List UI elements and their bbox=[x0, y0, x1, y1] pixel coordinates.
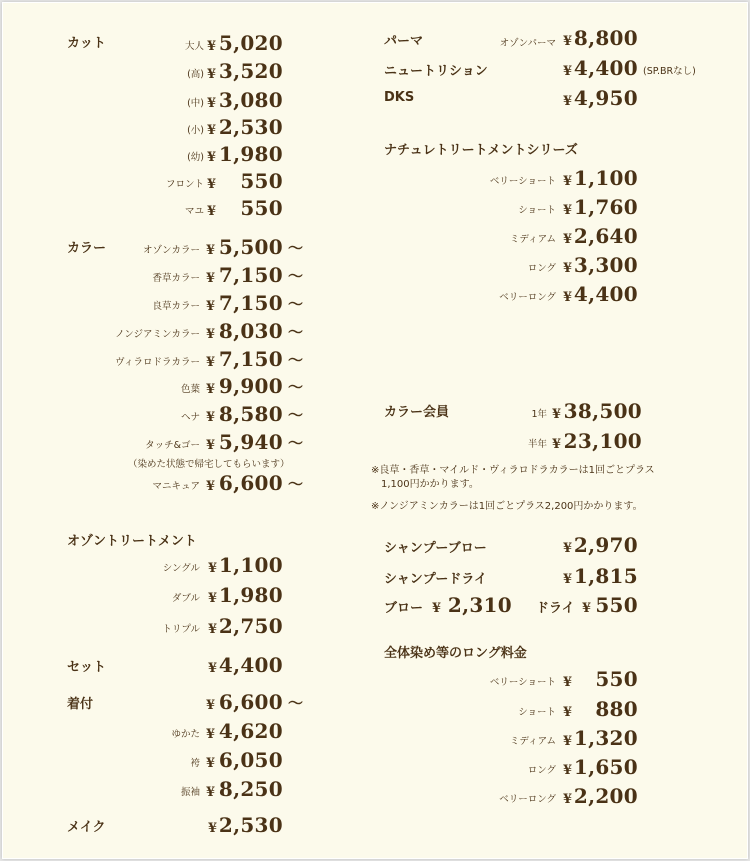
yen-sign: ¥ bbox=[207, 204, 217, 219]
makeup-heading: メイク bbox=[67, 820, 106, 835]
cut-heading: カット bbox=[67, 36, 106, 51]
yen-sign: ¥ bbox=[206, 299, 216, 314]
cut-item-label: 大人 bbox=[184, 41, 204, 52]
color-item-price-yen-sign bbox=[206, 347, 218, 371]
yen-sign: ¥ bbox=[563, 792, 573, 807]
color-item-price bbox=[218, 263, 304, 287]
makeup-price-value: 2,530 bbox=[218, 813, 283, 837]
dks-price bbox=[574, 86, 638, 110]
long-fee-item-price-value: 1,320 bbox=[573, 726, 638, 750]
price-list-card bbox=[2, 2, 748, 859]
long-fee-item-price-value: 880 bbox=[595, 697, 638, 721]
cut-item-price bbox=[219, 31, 283, 55]
shampoo-blow-heading: シャンプーブロー bbox=[384, 541, 487, 556]
note-additional-fee-line2: 1,100円かかります。 bbox=[381, 479, 479, 490]
natural-treatment-item-label: ロング bbox=[527, 263, 556, 274]
color-item-price bbox=[218, 430, 304, 454]
ozone-treatment-item-price-value: 1,980 bbox=[218, 583, 283, 607]
yen-sign: ¥ bbox=[207, 177, 217, 192]
yen-sign: ¥ bbox=[563, 541, 573, 556]
natural-treatment-item-label: ミディアム bbox=[509, 234, 556, 245]
tilde-mark: ～ bbox=[288, 378, 304, 396]
natural-treatment-item-label: ベリーショート bbox=[489, 176, 556, 187]
kitsuke-item-price bbox=[219, 777, 283, 801]
shampoo-blow-price-value: 2,970 bbox=[573, 533, 638, 557]
kitsuke-item-price-yen-sign bbox=[206, 719, 218, 743]
cut-item-price-yen-sign bbox=[207, 88, 219, 112]
nutrition-note: (SP.BRなし) bbox=[643, 66, 696, 77]
blow-price-yen-sign bbox=[432, 593, 444, 617]
natural-treatment-item-price bbox=[574, 166, 638, 190]
color-item-price-value: 5,500 bbox=[218, 235, 283, 259]
long-fee-item-label: ロング bbox=[527, 765, 556, 776]
yen-sign: ¥ bbox=[208, 622, 218, 637]
yen-sign: ¥ bbox=[206, 271, 216, 286]
long-fee-item-price-yen-sign bbox=[563, 697, 575, 721]
natural-treatment-item-label: ベリーロング bbox=[499, 292, 556, 303]
cut-item-price-yen-sign bbox=[207, 142, 219, 166]
yen-sign: ¥ bbox=[563, 705, 573, 720]
color-item-price-yen-sign bbox=[206, 319, 218, 343]
yen-sign: ¥ bbox=[206, 438, 216, 453]
ozone-treatment-item-label: ダブル bbox=[171, 593, 200, 604]
color-member-item-label: 1年 bbox=[531, 409, 547, 420]
yen-sign: ¥ bbox=[432, 601, 442, 616]
color-item-label: 香草カラー bbox=[152, 273, 200, 284]
yen-sign: ¥ bbox=[563, 763, 573, 778]
kitsuke-price-value: 6,600 bbox=[218, 690, 283, 714]
perm-price bbox=[574, 26, 638, 50]
ozone-treatment-item-price bbox=[219, 553, 283, 577]
yen-sign: ¥ bbox=[207, 96, 217, 111]
color-item-label: ヘナ bbox=[180, 412, 200, 423]
cut-item-price-yen-sign bbox=[207, 115, 219, 139]
shampoo-blow-price bbox=[574, 533, 638, 557]
cut-item-price-value: 5,020 bbox=[218, 31, 283, 55]
color-item-price-value: 7,150 bbox=[218, 347, 283, 371]
natural-treatment-item-price bbox=[574, 282, 638, 306]
kitsuke-heading: 着付 bbox=[67, 697, 94, 712]
long-fee-heading: 全体染め等のロング料金 bbox=[384, 646, 527, 661]
yen-sign: ¥ bbox=[563, 290, 573, 305]
kitsuke-item-price bbox=[219, 748, 283, 772]
yen-sign: ¥ bbox=[208, 561, 218, 576]
yen-sign: ¥ bbox=[208, 661, 218, 676]
color-item-price-value: 7,150 bbox=[218, 291, 283, 315]
long-fee-item-price bbox=[574, 784, 638, 808]
long-fee-item-label: ミディアム bbox=[509, 736, 556, 747]
color-member-item-price bbox=[564, 399, 642, 423]
cut-item-price bbox=[219, 115, 283, 139]
set-price bbox=[219, 653, 283, 677]
color-item-price-yen-sign bbox=[206, 430, 218, 454]
yen-sign: ¥ bbox=[563, 64, 573, 79]
kitsuke-item-label: 袴 bbox=[190, 758, 200, 769]
natural-treatment-item-price-value: 3,300 bbox=[573, 253, 638, 277]
natural-treatment-heading: ナチュレトリートメントシリーズ bbox=[384, 143, 578, 158]
yen-sign: ¥ bbox=[552, 437, 562, 452]
yen-sign: ¥ bbox=[563, 675, 573, 690]
kitsuke-price-yen-sign bbox=[206, 690, 218, 714]
kitsuke-item-price-value: 6,050 bbox=[218, 748, 283, 772]
kitsuke-item-price-value: 4,620 bbox=[218, 719, 283, 743]
ozone-treatment-item-price bbox=[219, 583, 283, 607]
dry-price bbox=[595, 593, 638, 617]
natural-treatment-item-price-value: 2,640 bbox=[573, 224, 638, 248]
color-item-price-value: 8,030 bbox=[218, 319, 283, 343]
shampoo-dry-price bbox=[574, 564, 638, 588]
tilde-mark: ～ bbox=[288, 475, 304, 493]
yen-sign: ¥ bbox=[563, 232, 573, 247]
color-member-item-price-yen-sign bbox=[552, 429, 564, 453]
ozone-treatment-item-price bbox=[219, 614, 283, 638]
touch-and-go-note: （染めた状態で帰宅してもらいます） bbox=[128, 459, 290, 470]
yen-sign: ¥ bbox=[206, 727, 216, 742]
yen-sign: ¥ bbox=[563, 203, 573, 218]
cut-item-price-value: 550 bbox=[240, 196, 283, 220]
set-heading: セット bbox=[67, 660, 107, 675]
cut-item-label: (中) bbox=[187, 98, 204, 109]
cut-item-price-yen-sign bbox=[207, 169, 219, 193]
cut-item-label: (小) bbox=[187, 125, 204, 136]
long-fee-item-price bbox=[595, 697, 638, 721]
ozone-treatment-item-price-value: 1,100 bbox=[218, 553, 283, 577]
color-item-price bbox=[218, 235, 304, 259]
cut-item-price-yen-sign bbox=[207, 196, 219, 220]
nutrition-heading: ニュートリション bbox=[384, 64, 488, 79]
ozone-treatment-heading: オゾントリートメント bbox=[67, 534, 197, 549]
yen-sign: ¥ bbox=[207, 39, 217, 54]
natural-treatment-item-price bbox=[574, 195, 638, 219]
color-heading: カラー bbox=[67, 241, 107, 256]
color-item-price-yen-sign bbox=[206, 402, 218, 426]
yen-sign: ¥ bbox=[582, 601, 592, 616]
color-item-price-value: 7,150 bbox=[218, 263, 283, 287]
natural-treatment-item-price bbox=[574, 224, 638, 248]
color-item-label: ノンジアミンカラー bbox=[115, 329, 200, 340]
cut-item-label: (幼) bbox=[187, 152, 204, 163]
color-item-price-yen-sign bbox=[206, 263, 218, 287]
shampoo-dry-price-value: 1,815 bbox=[573, 564, 638, 588]
long-fee-item-price bbox=[595, 667, 638, 691]
color-item-price bbox=[218, 319, 304, 343]
kitsuke-item-price-yen-sign bbox=[206, 748, 218, 772]
yen-sign: ¥ bbox=[207, 123, 217, 138]
color-item-price bbox=[218, 402, 304, 426]
yen-sign: ¥ bbox=[207, 150, 217, 165]
dks-heading: DKS bbox=[384, 90, 415, 105]
color-item-label: ヴィラロドラカラー bbox=[115, 357, 200, 368]
tilde-mark: ～ bbox=[288, 267, 304, 285]
kitsuke-item-price-value: 8,250 bbox=[218, 777, 283, 801]
perm-heading: パーマ bbox=[384, 34, 424, 49]
yen-sign: ¥ bbox=[206, 382, 216, 397]
yen-sign: ¥ bbox=[208, 821, 218, 836]
color-member-item-price-value: 38,500 bbox=[563, 399, 642, 423]
color-member-heading: カラー会員 bbox=[384, 405, 450, 420]
kitsuke-item-price-yen-sign bbox=[206, 777, 218, 801]
color-item-price-yen-sign bbox=[206, 291, 218, 315]
long-fee-item-price-value: 1,650 bbox=[573, 755, 638, 779]
natural-treatment-item-price-value: 1,100 bbox=[573, 166, 638, 190]
color-member-item-price bbox=[564, 429, 642, 453]
cut-item-label: マユ bbox=[184, 206, 204, 217]
cut-item-price bbox=[219, 59, 283, 83]
yen-sign: ¥ bbox=[563, 261, 573, 276]
long-fee-item-price-yen-sign bbox=[563, 667, 575, 691]
cut-item-price-value: 3,520 bbox=[218, 59, 283, 83]
dry-price-value: 550 bbox=[595, 593, 638, 617]
blow-price-value: 2,310 bbox=[447, 593, 512, 617]
yen-sign: ¥ bbox=[552, 407, 562, 422]
long-fee-item-price-value: 2,200 bbox=[573, 784, 638, 808]
yen-sign: ¥ bbox=[206, 756, 216, 771]
ozone-treatment-item-price-value: 2,750 bbox=[218, 614, 283, 638]
shampoo-dry-heading: シャンプードライ bbox=[384, 572, 487, 587]
ozone-treatment-item-label: シングル bbox=[162, 563, 200, 574]
tilde-mark: ～ bbox=[288, 239, 304, 257]
tilde-mark: ～ bbox=[288, 323, 304, 341]
set-price-value: 4,400 bbox=[218, 653, 283, 677]
yen-sign: ¥ bbox=[207, 67, 217, 82]
natural-treatment-item-label: ショート bbox=[518, 205, 556, 216]
yen-sign: ¥ bbox=[206, 327, 216, 342]
yen-sign: ¥ bbox=[206, 785, 216, 800]
cut-item-price-yen-sign bbox=[207, 59, 219, 83]
yen-sign: ¥ bbox=[206, 479, 216, 494]
tilde-mark: ～ bbox=[288, 351, 304, 369]
makeup-price bbox=[219, 813, 283, 837]
cut-item-price-value: 550 bbox=[240, 169, 283, 193]
cut-item-price bbox=[240, 196, 283, 220]
color-item-label: 良草カラー bbox=[152, 301, 200, 312]
dry-price-yen-sign bbox=[582, 593, 594, 617]
cut-item-price bbox=[219, 88, 283, 112]
kitsuke-item-label: ゆかた bbox=[171, 729, 200, 740]
perm-item-label: オゾンパーマ bbox=[499, 38, 556, 49]
yen-sign: ¥ bbox=[208, 591, 218, 606]
yen-sign: ¥ bbox=[563, 572, 573, 587]
color-item-label: 色葉 bbox=[180, 384, 200, 395]
natural-treatment-item-price-value: 4,400 bbox=[573, 282, 638, 306]
kitsuke-item-label: 振袖 bbox=[180, 787, 200, 798]
color-item-price bbox=[218, 374, 304, 398]
long-fee-item-label: ベリーショート bbox=[489, 677, 556, 688]
tilde-mark: ～ bbox=[288, 434, 304, 452]
cut-item-price-value: 3,080 bbox=[218, 88, 283, 112]
color-item-price-yen-sign bbox=[206, 471, 218, 495]
natural-treatment-item-price-value: 1,760 bbox=[573, 195, 638, 219]
long-fee-item-price bbox=[574, 726, 638, 750]
color-item-label: マニキュア bbox=[152, 481, 200, 492]
color-item-price bbox=[218, 471, 304, 495]
yen-sign: ¥ bbox=[206, 355, 216, 370]
yen-sign: ¥ bbox=[206, 410, 216, 425]
note-additional-fee-line1: ※良草・香草・マイルド・ヴィラロドラカラーは1回ごとプラス bbox=[371, 465, 655, 476]
dry-heading: ドライ bbox=[536, 601, 575, 616]
cut-item-price bbox=[219, 142, 283, 166]
color-item-price-yen-sign bbox=[206, 235, 218, 259]
ozone-treatment-item-label: トリプル bbox=[162, 624, 200, 635]
long-fee-item-label: ベリーロング bbox=[499, 794, 556, 805]
color-item-price bbox=[218, 347, 304, 371]
color-item-price-value: 5,940 bbox=[218, 430, 283, 454]
yen-sign: ¥ bbox=[206, 243, 216, 258]
blow-heading: ブロー bbox=[384, 601, 424, 616]
blow-price bbox=[448, 593, 512, 617]
yen-sign: ¥ bbox=[206, 698, 216, 713]
color-item-price-value: 6,600 bbox=[218, 471, 283, 495]
tilde-mark: ～ bbox=[288, 406, 304, 424]
dks-price-value: 4,950 bbox=[573, 86, 638, 110]
color-item-label: タッチ&ゴー bbox=[145, 440, 200, 451]
note-non-diamine-fee: ※ノンジアミンカラーは1回ごとプラス2,200円かかります。 bbox=[371, 501, 643, 512]
tilde-mark: ～ bbox=[288, 694, 304, 712]
perm-price-value: 8,800 bbox=[573, 26, 638, 50]
color-item-label: オゾンカラー bbox=[142, 245, 200, 256]
cut-item-label: (高) bbox=[187, 69, 204, 80]
color-item-price-value: 9,900 bbox=[218, 374, 283, 398]
long-fee-item-label: ショート bbox=[518, 707, 556, 718]
cut-item-price bbox=[240, 169, 283, 193]
color-item-price-value: 8,580 bbox=[218, 402, 283, 426]
kitsuke-item-price bbox=[219, 719, 283, 743]
color-member-item-price-yen-sign bbox=[552, 399, 564, 423]
color-item-price bbox=[218, 291, 304, 315]
kitsuke-price bbox=[218, 690, 304, 714]
cut-item-price-value: 2,530 bbox=[218, 115, 283, 139]
yen-sign: ¥ bbox=[563, 94, 573, 109]
long-fee-item-price bbox=[574, 755, 638, 779]
tilde-mark: ～ bbox=[288, 295, 304, 313]
yen-sign: ¥ bbox=[563, 34, 573, 49]
cut-item-price-yen-sign bbox=[207, 31, 219, 55]
yen-sign: ¥ bbox=[563, 174, 573, 189]
cut-item-label: フロント bbox=[165, 179, 204, 190]
nutrition-price-value: 4,400 bbox=[573, 56, 638, 80]
nutrition-price bbox=[574, 56, 638, 80]
color-member-item-price-value: 23,100 bbox=[563, 429, 642, 453]
cut-item-price-value: 1,980 bbox=[218, 142, 283, 166]
color-member-item-label: 半年 bbox=[527, 439, 547, 450]
color-item-price-yen-sign bbox=[206, 374, 218, 398]
long-fee-item-price-value: 550 bbox=[595, 667, 638, 691]
natural-treatment-item-price bbox=[574, 253, 638, 277]
yen-sign: ¥ bbox=[563, 734, 573, 749]
